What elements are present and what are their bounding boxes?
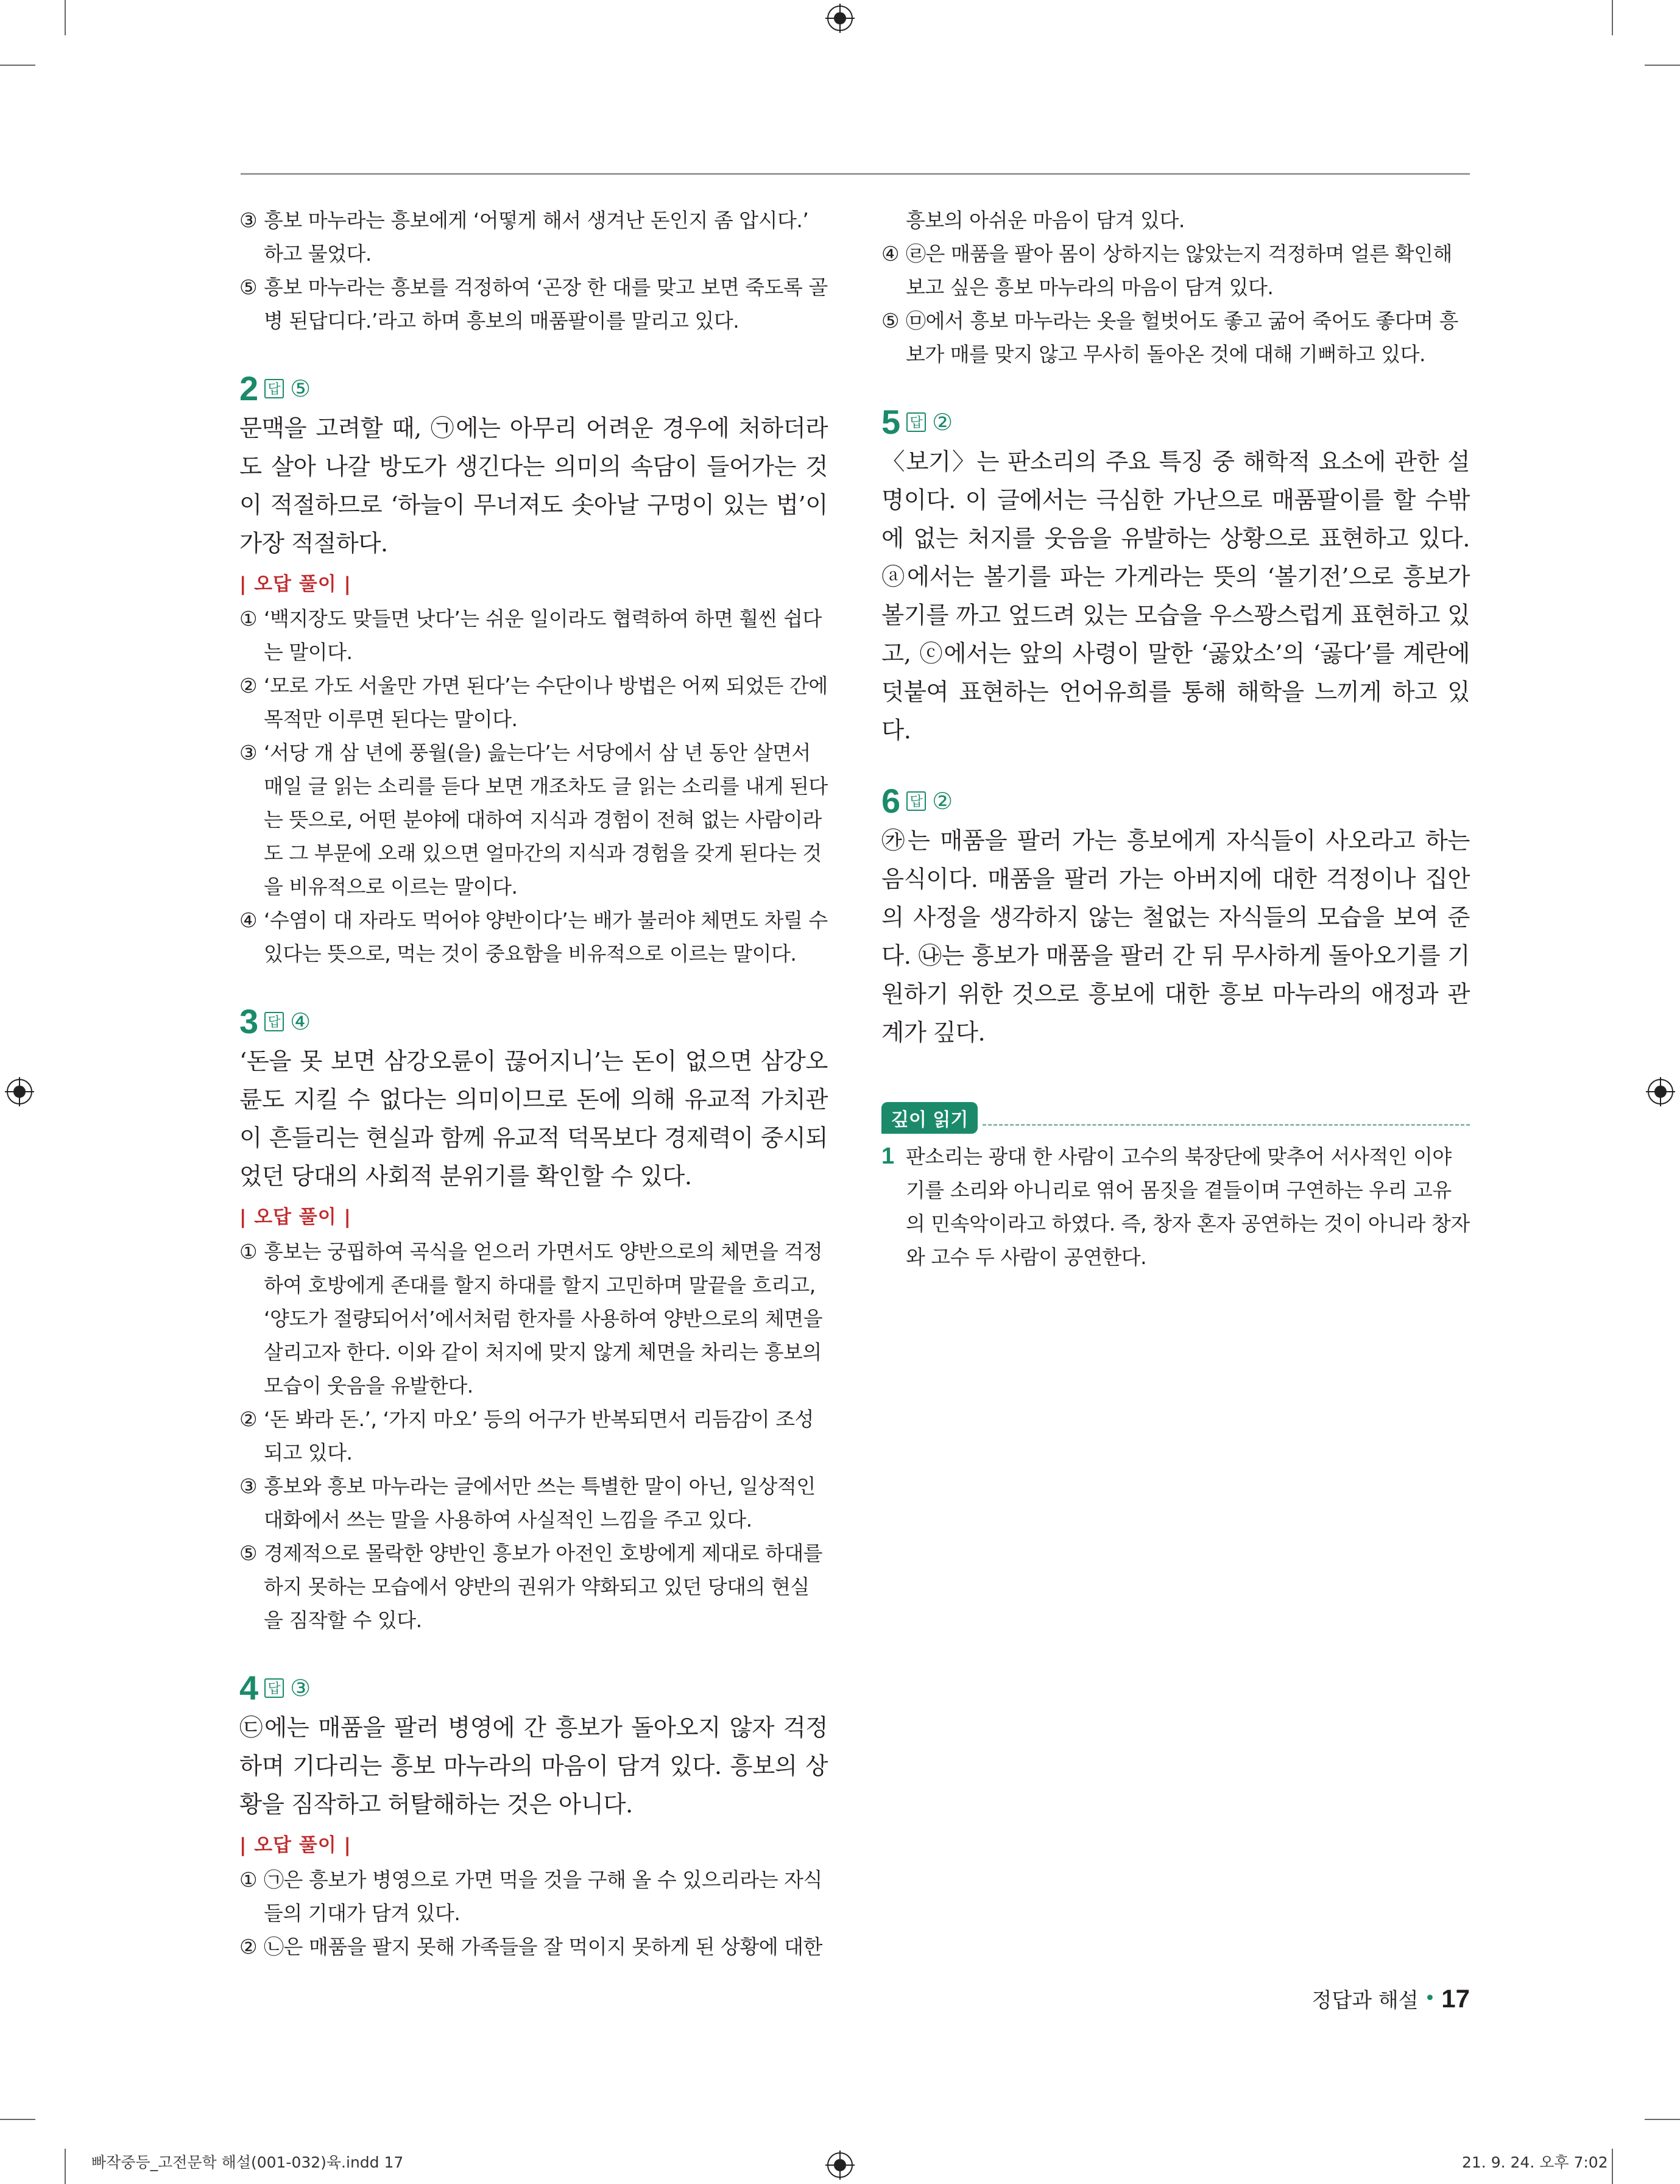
list-item: ④ ㉣은 매품을 팔아 몸이 상하지는 않았는지 걱정하며 얼른 확인해 보고 싶은 흥보 마누라의 마음이 담겨 있다. [881,242,1452,299]
question-number: 4 [239,1669,259,1707]
crop-mark [65,0,66,35]
list-item: ② ‘모로 가도 서울만 가면 된다’는 수단이나 방법은 어찌 되었든 간에 목적만 이루면 된다는 말이다. [239,674,828,731]
question-2-explanation: 문맥을 고려할 때, ㉠에는 아무리 어려운 경우에 처하더라도 살아 나갈 방도가 생긴다는 의미의 속담이 들어가는 것이 적절하므로 ‘하늘이 무너져도 솟아날 구멍이 있는 법’이 가장 적절하다. [239,415,828,557]
question-3-explanation: ‘돈을 못 보면 삼강오륜이 끊어지니’는 돈이 없으면 삼강오륜도 지킬 수 없다는 의미이므로 돈에 의해 유교적 가치관이 흔들리는 현실과 함께 유교적 덕목보다 경제력이 중시되었던 당대의 사회적 분위기를 확인할 수 있다. [239,1048,828,1190]
list-item: ① ‘백지장도 맞들면 낫다’는 쉬운 일이라도 협력하여 하면 훨씬 쉽다는 말이다. [239,607,822,664]
question-6-heading [881,782,1470,821]
list-item: 흥보의 아쉬운 마음이 담겨 있다. [906,208,1185,232]
answer-badge: 답 [264,1678,284,1698]
print-slug-filename: 빠작중등_고전문학 해설(001-032)육.indd 17 [91,2154,404,2171]
crop-mark [0,2119,35,2120]
registration-mark-icon [825,2150,855,2180]
list-item: ④ ‘수염이 대 자라도 먹어야 양반이다’는 배가 불러야 체면도 차릴 수 있다는 뜻으로, 먹는 것이 중요함을 비유적으로 이르는 말이다. [239,908,828,966]
answer-choice: ⑤ [290,375,311,402]
question-2-heading [239,369,828,408]
answer-badge: 답 [264,379,284,398]
registration-mark-icon [1646,1077,1675,1106]
list-item: ③ 흥보 마누라는 흥보에게 ‘어떻게 해서 생겨난 돈인지 좀 압시다.’ 하고 물었다. [239,208,809,266]
page-number: 17 [1441,1984,1470,2013]
wrong-answer-label: | 오답 풀이 | [239,573,351,595]
answer-choice: ② [932,409,953,436]
page-footer [1312,1984,1470,2013]
question-5-heading [881,403,1470,442]
list-item: ① ㉠은 흥보가 병영으로 가면 먹을 것을 구해 올 수 있으리라는 자식들의 기대가 담겨 있다. [239,1868,822,1925]
header-rule [241,173,1470,175]
registration-mark-icon [825,4,855,33]
answer-badge: 답 [906,412,926,432]
print-slug-timestamp: 21. 9. 24. 오후 7:02 [1462,2154,1608,2171]
crop-mark [0,65,35,66]
list-item: ⑤ 흥보 마누라는 흥보를 걱정하여 ‘곤장 한 대를 맞고 보면 죽도록 골병 된답디다.’라고 하며 흥보의 매품팔이를 말리고 있다. [239,275,828,333]
question-5-explanation: 〈보기〉는 판소리의 주요 특징 중 해학적 요소에 관한 설명이다. 이 글에서는 극심한 가난으로 매품팔이를 할 수밖에 없는 처지를 웃음을 유발하는 상황으로 표현하고 있다. ⓐ에서는 볼기를 파는 가게라는 뜻의 ‘볼기전’으로 흥보가 볼기를 까고 엎드려 있는 모습을 우스꽝스럽게 표현하고 있고, ⓒ에서는 앞의 사령이 말한 ‘곯았소’의 ‘곯다’를 계란에 덧붙여 표현하는 언어유희를 통해 해학을 느끼게 하고 있다. [881,448,1470,744]
question-6-explanation: ㉮는 매품을 팔러 가는 흥보에게 자식들이 사오라고 하는 음식이다. 매품을 팔러 가는 아버지에 대한 걱정이나 집안의 사정을 생각하지 않는 철없는 자식들의 모습을 보여 준다. ㉯는 흥보가 매품을 팔러 간 뒤 무사하게 돌아오기를 기원하기 위한 것으로 흥보에 대한 흥보 마누라의 애정과 관계가 깊다. [881,827,1470,1047]
crop-mark [1612,0,1613,35]
list-item: ③ ‘서당 개 삼 년에 풍월(을) 읊는다’는 서당에서 삼 년 동안 살면서 매일 글 읽는 소리를 듣다 보면 개조차도 글 읽는 소리를 내게 된다는 뜻으로, 어떤 분야에 대하여 지식과 경험이 전혀 없는 사람이라도 그 부문에 오래 있으면 얼마간의 지식과 경험을 갖게 된다는 것을 비유적으로 이르는 말이다. [239,741,828,899]
right-column [881,203,1470,1274]
crop-mark [1645,2119,1680,2120]
answer-badge: 답 [264,1012,284,1031]
wrong-answer-label: | 오답 풀이 | [239,1206,351,1228]
question-4-explanation: ㉢에는 매품을 팔러 병영에 간 흥보가 돌아오지 않자 걱정하며 기다리는 흥보 마누라의 마음이 담겨 있다. 흥보의 상황을 짐작하고 허탈해하는 것은 아니다. [239,1714,828,1818]
crop-mark [65,2149,66,2184]
answer-choice: ② [932,788,953,815]
list-item: ③ 흥보와 흥보 마누라는 글에서만 쓰는 특별한 말이 아닌, 일상적인 대화에서 쓰는 말을 사용하여 사실적인 느낌을 주고 있다. [239,1474,816,1532]
section-name: 정답과 해설 [1311,1988,1419,2013]
registration-mark-icon [5,1077,34,1106]
left-column [239,203,828,1963]
divider [983,1124,1470,1126]
question-number: 3 [239,1002,259,1041]
list-item: ⑤ ㉤에서 흥보 마누라는 옷을 헐벗어도 좋고 굶어 죽어도 좋다며 흥보가 매를 맞지 않고 무사히 돌아온 것에 대해 기뻐하고 있다. [881,309,1458,366]
list-item: ⑤ 경제적으로 몰락한 양반인 흥보가 아전인 호방에게 제대로 하대를 하지 못하는 모습에서 양반의 권위가 약화되고 있던 당대의 현실을 짐작할 수 있다. [239,1541,823,1632]
deep-reading-badge: 깊이 읽기 [881,1102,978,1134]
question-3-heading [239,1002,828,1041]
question-number: 6 [881,782,901,820]
answer-choice: ④ [290,1008,311,1035]
separator-dot: • [1424,1988,1436,2009]
wrong-answer-label: | 오답 풀이 | [239,1834,351,1856]
list-item: ① 흥보는 궁핍하여 곡식을 얻으러 가면서도 양반으로의 체면을 걱정하여 호방에게 존대를 할지 하대를 할지 고민하며 말끝을 흐리고, ‘양도가 절량되어서’에서처럼 한자를 사용하여 양반으로의 체면을 살리고자 한다. 이와 같이 처지에 맞지 않게 체면을 차리는 흥보의 모습이 웃음을 유발한다. [239,1240,823,1398]
list-item: ② ㉡은 매품을 팔지 못해 가족들을 잘 먹이지 못하게 된 상황에 대한 [239,1935,822,1959]
question-number: 5 [881,403,901,441]
crop-mark [1645,65,1680,66]
list-item: 1 판소리는 광대 한 사람이 고수의 북장단에 맞추어 서사적인 이야기를 소리와 아니리로 엮어 몸짓을 곁들이며 구연하는 우리 고유의 민속악이라고 하였다. 즉, 창자 혼자 공연하는 것이 아니라 창자와 고수 두 사람이 공연한다. [881,1143,1470,1269]
answer-choice: ③ [290,1675,311,1702]
list-item: ② ‘돈 봐라 돈.’, ‘가지 마오’ 등의 어구가 반복되면서 리듬감이 조성되고 있다. [239,1407,814,1465]
answer-badge: 답 [906,791,926,811]
question-4-heading [239,1669,828,1708]
deep-reading-heading [881,1102,1470,1134]
question-number: 2 [239,369,259,408]
crop-mark [1612,2149,1613,2184]
